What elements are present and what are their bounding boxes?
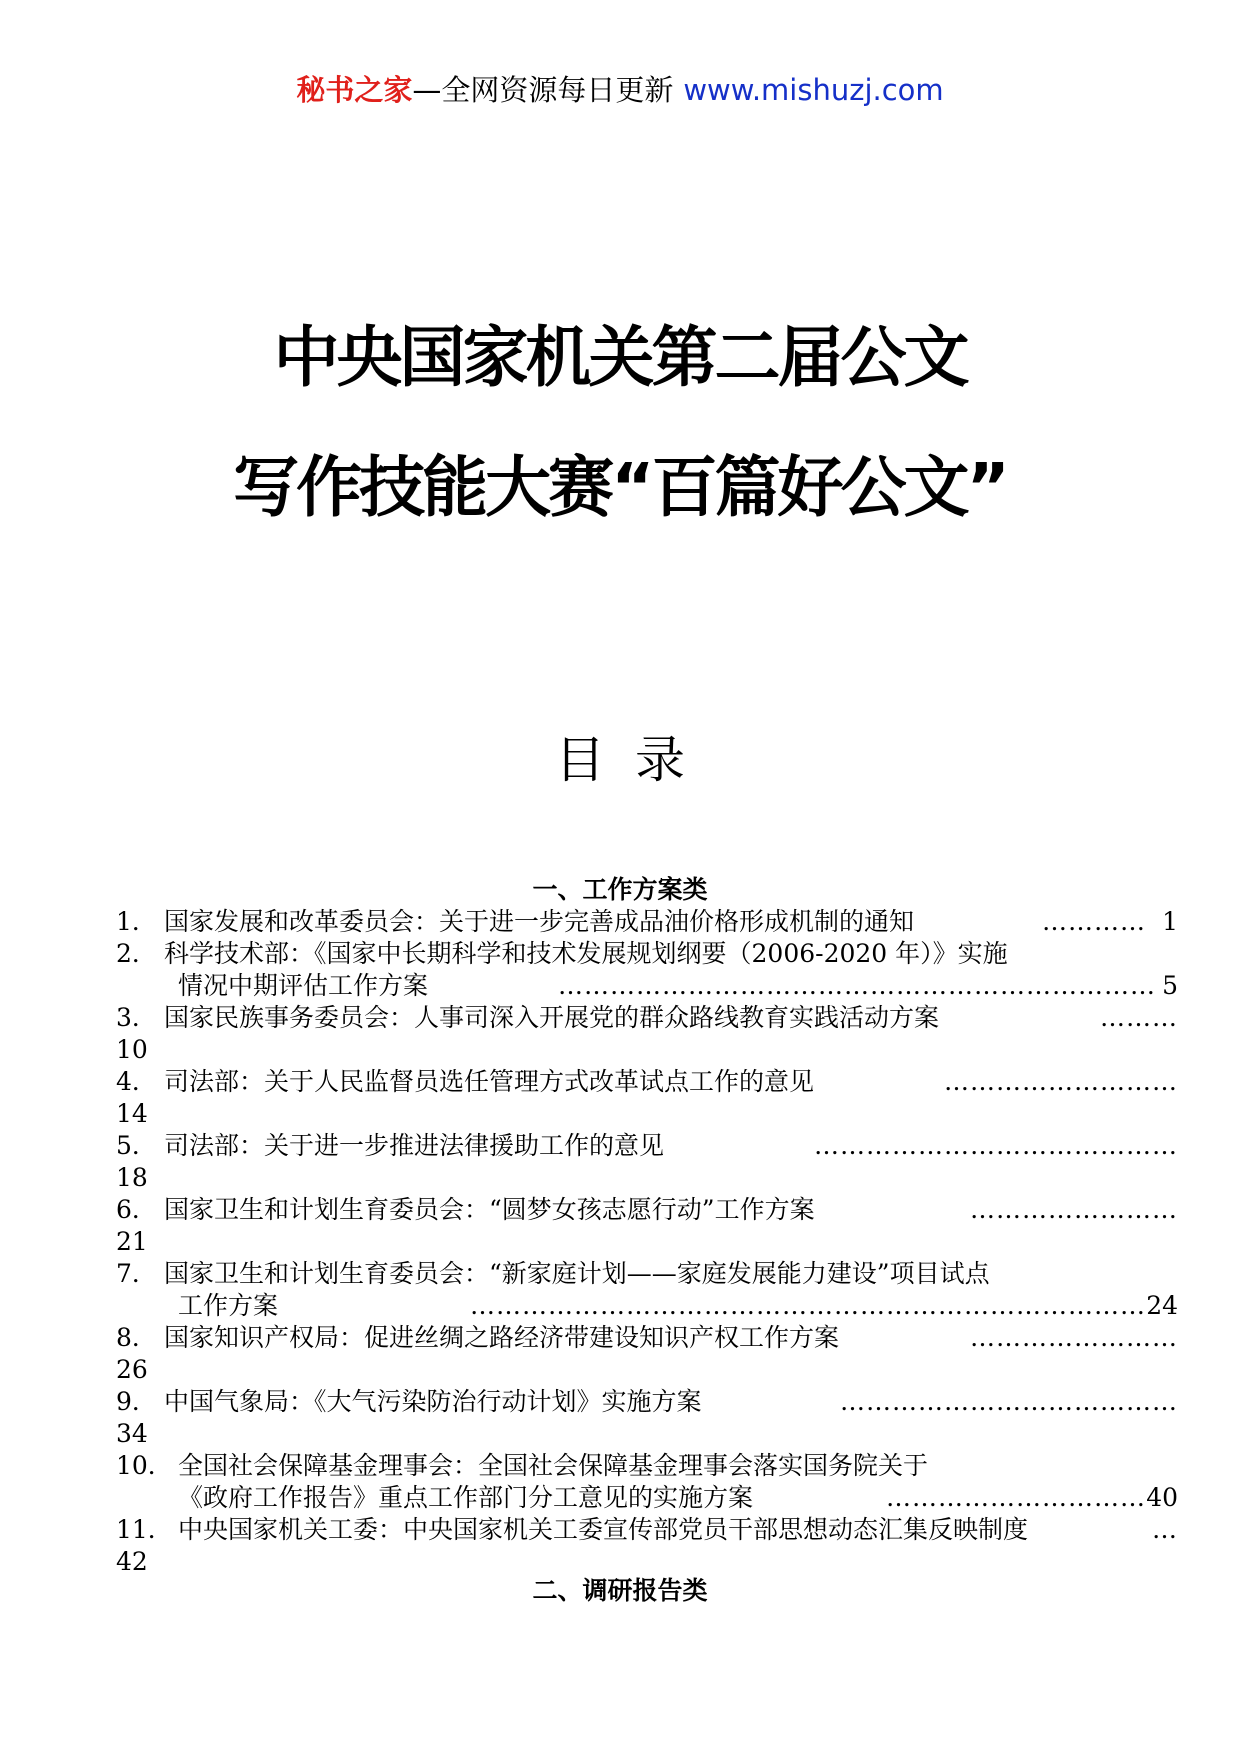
toc-entry-page: 21 bbox=[116, 1227, 148, 1256]
toc-entry-leader: … bbox=[1152, 1515, 1178, 1544]
toc-entry-text: 中央国家机关工委：中央国家机关工委宣传部党员干部思想动态汇集反映制度 bbox=[178, 1515, 1029, 1544]
toc-entry-number: 5． bbox=[116, 1131, 157, 1160]
toc-entry-page: 24 bbox=[1146, 1291, 1178, 1320]
toc-entry-text: 中国气象局：《大气污染防治行动计划》实施方案 bbox=[164, 1387, 702, 1416]
toc-entry-page: 18 bbox=[116, 1163, 148, 1192]
toc-entry-page: 34 bbox=[116, 1419, 148, 1448]
toc-entry-page: 42 bbox=[116, 1547, 148, 1576]
section-title-work-plans: 一、工作方案类 bbox=[532, 875, 708, 904]
toc-entry-number: 3． bbox=[116, 1003, 157, 1032]
toc-entry-leader: ……………………… bbox=[944, 1067, 1178, 1096]
toc-entry-text: 国家知识产权局：促进丝绸之路经济带建设知识产权工作方案 bbox=[164, 1323, 840, 1352]
document-title-line-2: 写作技能大赛“百篇好公文” bbox=[233, 449, 1007, 526]
toc-entry-page: 10 bbox=[116, 1035, 148, 1064]
toc-entry-number: 8． bbox=[116, 1323, 157, 1352]
toc-entry-page: 26 bbox=[116, 1355, 148, 1384]
toc-entry-number: 7． bbox=[116, 1259, 157, 1288]
toc-entry-number: 9． bbox=[116, 1387, 157, 1416]
toc-entry-leader: ………………………… bbox=[886, 1483, 1146, 1512]
toc-entry-text-cont: 工作方案 bbox=[178, 1291, 279, 1320]
toc-entry-text: 司法部：关于进一步推进法律援助工作的意见 bbox=[164, 1131, 665, 1160]
toc-entry-text: 国家发展和改革委员会：关于进一步完善成品油价格形成机制的通知 bbox=[164, 907, 915, 936]
toc-entry-number: 4． bbox=[116, 1067, 157, 1096]
header-url-link[interactable]: www.mishuzj.com bbox=[683, 73, 944, 107]
toc-entry-page: 5 bbox=[1162, 971, 1178, 1000]
toc-entry-leader: …………………………………………………………………… bbox=[470, 1291, 1146, 1320]
toc-entry-page: 40 bbox=[1146, 1483, 1178, 1512]
toc-entry-leader: …………………… bbox=[970, 1323, 1178, 1352]
toc-entry-page: 1 bbox=[1162, 907, 1178, 936]
toc-entry-leader: ……… bbox=[1100, 1003, 1178, 1032]
toc-entry-leader: …………………………………… bbox=[814, 1131, 1178, 1160]
toc-entry-page: 14 bbox=[116, 1099, 148, 1128]
toc-entry-number: 1． bbox=[116, 907, 157, 936]
toc-heading: 目录 bbox=[555, 731, 715, 789]
toc-entry-text-cont: 情况中期评估工作方案 bbox=[178, 971, 429, 1000]
toc-entry-number: 10． bbox=[116, 1451, 173, 1480]
toc-entry-text-cont: 《政府工作报告》重点工作部门分工意见的实施方案 bbox=[178, 1483, 754, 1512]
header-slogan: —全网资源每日更新 bbox=[412, 73, 674, 107]
site-header bbox=[0, 70, 1240, 110]
toc-entry-leader: …………………… bbox=[970, 1195, 1178, 1224]
section-title-research-reports: 二、调研报告类 bbox=[532, 1576, 708, 1605]
toc-entry-text: 国家卫生和计划生育委员会：“圆梦女孩志愿行动”工作方案 bbox=[164, 1195, 815, 1224]
toc-entry-text: 科学技术部：《国家中长期科学和技术发展规划纲要（2006-2020 年）》实施 bbox=[164, 939, 1008, 968]
toc-entry-leader: …………………………………………………………… bbox=[558, 971, 1156, 1000]
toc-entry-text: 司法部：关于人民监督员选任管理方式改革试点工作的意见 bbox=[164, 1067, 815, 1096]
toc-entry-leader: ………………………………… bbox=[840, 1387, 1178, 1416]
toc-entry-text: 全国社会保障基金理事会：全国社会保障基金理事会落实国务院关于 bbox=[178, 1451, 929, 1480]
toc-entry-text: 国家卫生和计划生育委员会：“新家庭计划——家庭发展能力建设”项目试点 bbox=[164, 1259, 990, 1288]
toc-entry-leader: ………… bbox=[1042, 907, 1146, 936]
toc-entry-number: 6． bbox=[116, 1195, 157, 1224]
document-title-line-1: 中央国家机关第二届公文 bbox=[273, 319, 967, 396]
toc-entry-number: 11． bbox=[116, 1515, 173, 1544]
toc-entry-text: 国家民族事务委员会：人事司深入开展党的群众路线教育实践活动方案 bbox=[164, 1003, 940, 1032]
toc-entry-number: 2． bbox=[116, 939, 157, 968]
header-brand: 秘书之家 bbox=[296, 73, 413, 107]
